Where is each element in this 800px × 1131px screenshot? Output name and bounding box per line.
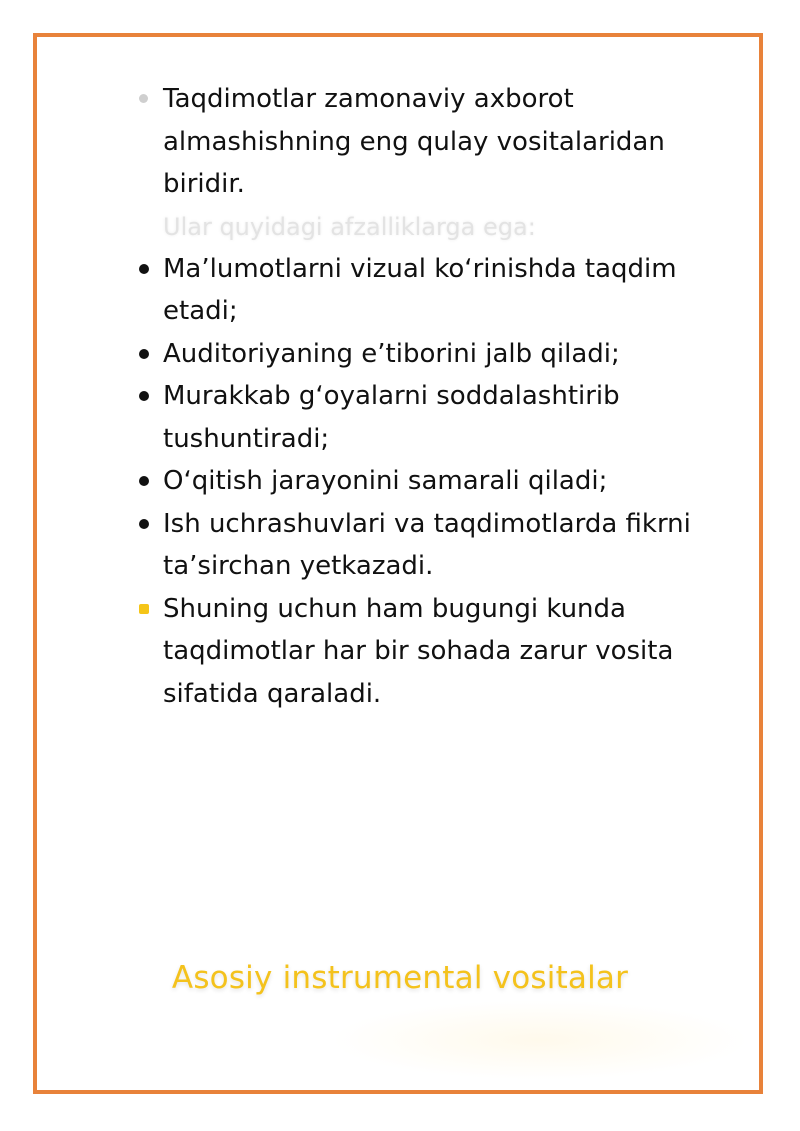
advantage-item <box>135 333 715 376</box>
subheading: Ular quyidagi afzalliklarga ega: <box>163 212 536 241</box>
advantage-text: Ish uchrashuvlari va taqdimotlarda fikrni ta’sirchan yetkazadi. <box>163 508 691 581</box>
footer-title: Asosiy instrumental vositalar <box>171 960 629 996</box>
advantage-text: Auditoriyaning e’tiborini jalb qiladi; <box>163 338 620 369</box>
conclusion-item <box>135 588 715 716</box>
bullet-icon <box>139 391 149 401</box>
bullet-icon <box>139 476 149 486</box>
advantage-item <box>135 248 715 333</box>
advantage-item <box>135 460 715 503</box>
content-block <box>135 78 715 715</box>
yellow-bullet-icon <box>139 604 149 614</box>
advantage-item <box>135 375 715 460</box>
advantage-text: Murakkab gʻoyalarni soddalashtirib tushuntiradi; <box>163 381 620 454</box>
intro-text: Taqdimotlar zamonaviy axborot almashishning eng qulay vositalaridan biridir. <box>163 84 665 199</box>
bullet-icon <box>139 519 149 529</box>
advantage-item <box>135 503 715 588</box>
conclusion-text: Shuning uchun ham bugungi kunda taqdimotlar har bir sohada zarur vosita sifatida qaraladi. <box>163 593 674 709</box>
bullet-icon <box>139 349 149 359</box>
intro-item <box>135 78 715 206</box>
decorative-glow <box>330 1000 750 1080</box>
bullet-icon <box>139 94 148 103</box>
advantage-text: Oʻqitish jarayonini samarali qiladi; <box>163 466 608 496</box>
bullet-icon <box>139 264 149 274</box>
advantage-text: Ma’lumotlarni vizual koʻrinishda taqdim etadi; <box>163 253 677 326</box>
